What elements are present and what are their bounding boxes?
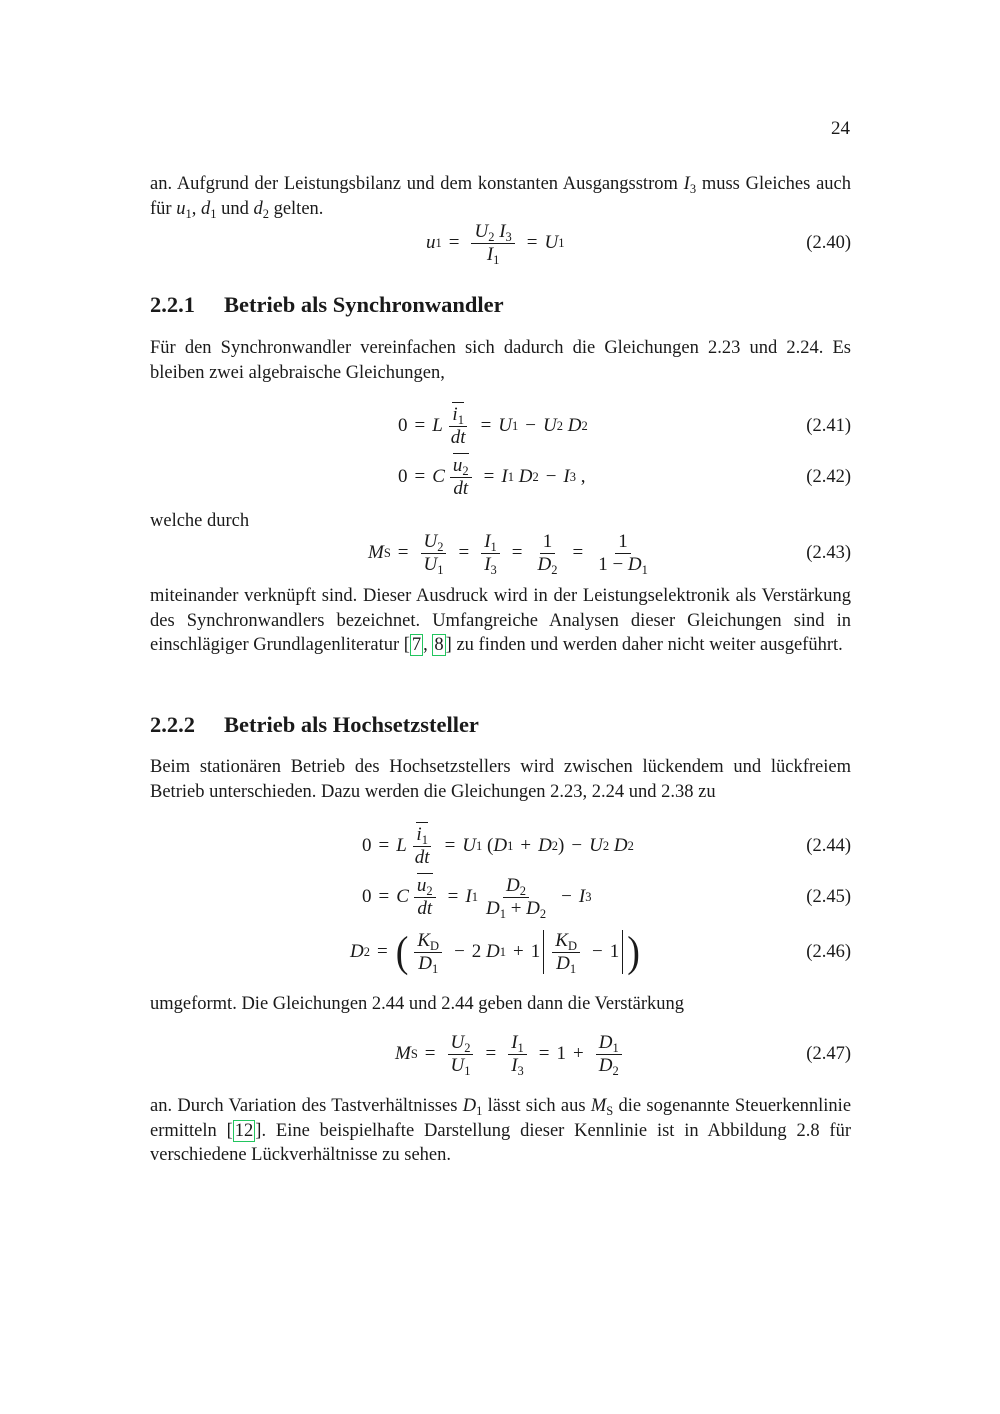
equation-2-42: 0 = C $\frac{u_2}{dt}$ = I 1 D 2 − I 3 , (2.42) bbox=[150, 450, 851, 504]
equation-number: (2.45) bbox=[806, 886, 851, 907]
equation-number: (2.40) bbox=[806, 232, 851, 253]
equation-2-45: 0 = C $\frac{u_2}{dt}$ = I 1 $\frac{D_2}{D_1 + D_2}$ − I 3 (2.45) bbox=[150, 870, 851, 924]
text-welche-durch: welche durch bbox=[150, 511, 250, 531]
equation-number: (2.41) bbox=[806, 415, 851, 436]
equation-number: (2.44) bbox=[806, 835, 851, 856]
equation-2-46: D 2 = ( $\frac{K_D}{D_1}$ − 2 D 1 + 1 $\frac{K_D}{D_1}$ − 1 ) (2.46) bbox=[150, 925, 851, 979]
paragraph-miteinander: miteinander verknüpft sind. Dieser Ausdruck wird in der Leistungselektronik als Verstärkung des Synchronwandlers bezeichnet. Umfangreiche Analysen dieser Gleichungen sind in einschlägiger Grundlagenliteratur [ 7 , 8 ] zu finden und werden daher nicht weiter ausgeführt. bbox=[150, 586, 851, 655]
paragraph-intro: an. Aufgrund der Leistungsbilanz und dem konstanten Ausgangsstrom $I_3$ muss Gleiches auch für $u_1$, $d_1$ und $d_2$ gelten. bbox=[150, 174, 852, 221]
page-number: 24 bbox=[831, 118, 850, 139]
equation-2-41: 0 = L $\frac{i_1}{dt}$ = U 1 − U 2 D 2 (2.41) bbox=[150, 399, 851, 453]
equation-number: (2.43) bbox=[806, 542, 851, 563]
section-heading-2-2-1: 2.2.1 Betrieb als Synchronwandler bbox=[150, 292, 504, 317]
citation-link-7[interactable]: 7 bbox=[411, 635, 422, 655]
citation-link-12[interactable]: 12 bbox=[234, 1120, 254, 1141]
section-heading-2-2-2: 2.2.2 Betrieb als Hochsetzsteller bbox=[150, 712, 479, 737]
equation-2-43: M S = $\frac{U_2}{U_1}$ = $\frac{I_1}{I_3}$ = $\frac{1}{D_2}$ = $\frac{1}{1 - D_1}$ (2.43) bbox=[150, 526, 851, 580]
equation-number: (2.42) bbox=[806, 466, 851, 487]
citation-link-8[interactable]: 8 bbox=[434, 635, 444, 655]
paragraph-final: an. Durch Variation des Tastverhältnisses $D_1$ lässt sich aus $M_S$ die sogenannte Steuerkennlinie ermitteln [ 12 ]. Eine beispielhafte Darstellung dieser Kennlinie ist in Abbildung 2.8 für verschiedene Lückverhältnisse zu sehen. bbox=[150, 1096, 852, 1165]
equation-2-44: 0 = L $\frac{i_1}{dt}$ = U 1 ( D 1 + D 2 ) − U 2 D 2 (2.44) bbox=[150, 819, 851, 873]
paragraph-synchronwandler: Für den Synchronwandler vereinfachen sich dadurch die Gleichungen 2.23 und 2.24. Es bleiben zwei algebraische Gleichungen, bbox=[150, 338, 851, 383]
paragraph-hochsetzsteller: Beim stationären Betrieb des Hochsetzstellers wird zwischen lückendem und lückfreiem Betrieb unterschieden. Dazu werden die Gleichungen 2.23, 2.24 und 2.38 zu bbox=[150, 757, 851, 802]
equation-number: (2.47) bbox=[806, 1043, 851, 1064]
equation-2-47: M S = $\frac{U_2}{U_1}$ = $\frac{I_1}{I_3}$ = 1 + $\frac{D_1}{D_2}$ (2.47) bbox=[150, 1027, 851, 1081]
equation-2-40: u 1 = $\frac{U_2 I_3}{I_1}$ = U 1 (2.40) bbox=[150, 216, 851, 270]
equation-number: (2.46) bbox=[806, 941, 851, 962]
paragraph-umgeformt: umgeformt. Die Gleichungen 2.44 und 2.44 geben dann die Verstärkung bbox=[150, 994, 684, 1014]
